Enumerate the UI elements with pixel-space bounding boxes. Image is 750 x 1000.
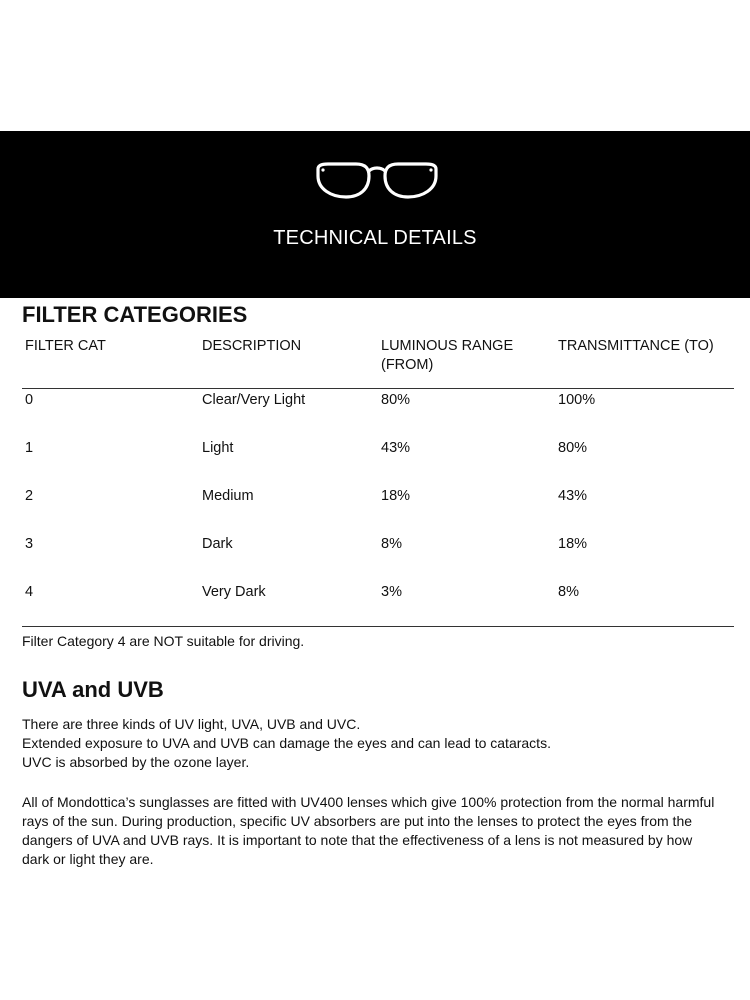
table-cell-luminous-range: 80% bbox=[381, 392, 411, 408]
banner-title: TECHNICAL DETAILS bbox=[273, 227, 477, 249]
uv-intro-paragraph bbox=[22, 715, 722, 772]
glasses-icon bbox=[312, 159, 442, 201]
table-cell-description: Medium bbox=[202, 488, 254, 504]
table-cell-luminous-range: 43% bbox=[381, 440, 411, 456]
table-cell-transmittance: 100% bbox=[558, 392, 596, 408]
table-cell-luminous-range: 18% bbox=[381, 488, 411, 504]
table-cell-description: Clear/Very Light bbox=[202, 392, 306, 408]
table-cell-filter-cat: 1 bbox=[25, 440, 34, 456]
uv400-paragraph: All of Mondottica’s sunglasses are fitted with UV400 lenses which give 100% protection from the normal harmful rays of the sun. During production, specific UV absorbers are put into the lenses to protect the eyes from the dangers of UVA and UVB rays. It is important to note that the effectiveness of a lens is not measured by how dark or light they are. bbox=[22, 794, 715, 867]
table-cell-transmittance: 18% bbox=[558, 536, 588, 552]
table-cell-filter-cat: 3 bbox=[25, 536, 34, 552]
uv-line: UVC is absorbed by the ozone layer. bbox=[22, 754, 250, 770]
table-bottom-rule bbox=[22, 626, 734, 627]
table-cell-filter-cat: 0 bbox=[25, 392, 34, 408]
table-header-rule bbox=[22, 388, 734, 389]
table-cell-transmittance: 80% bbox=[558, 440, 588, 456]
column-header-filter-cat: FILTER CAT bbox=[25, 338, 106, 354]
uv-line: There are three kinds of UV light, UVA, UVB and UVC. bbox=[22, 716, 361, 732]
header-banner bbox=[0, 131, 750, 298]
table-cell-description: Light bbox=[202, 440, 234, 456]
column-header-transmittance: TRANSMITTANCE (TO) bbox=[558, 338, 714, 354]
table-cell-luminous-range: 8% bbox=[381, 536, 402, 552]
column-header-description: DESCRIPTION bbox=[202, 338, 302, 354]
table-cell-description: Very Dark bbox=[202, 584, 266, 600]
table-cell-transmittance: 8% bbox=[558, 584, 579, 600]
column-header-luminous-range: LUMINOUS RANGE (FROM) bbox=[381, 338, 514, 373]
filter-categories-title: FILTER CATEGORIES bbox=[22, 302, 248, 327]
table-cell-luminous-range: 3% bbox=[381, 584, 402, 600]
table-cell-description: Dark bbox=[202, 536, 233, 552]
table-cell-transmittance: 43% bbox=[558, 488, 588, 504]
uv-section-title: UVA and UVB bbox=[22, 677, 164, 702]
table-cell-filter-cat: 2 bbox=[25, 488, 34, 504]
driving-note: Filter Category 4 are NOT suitable for driving. bbox=[22, 633, 305, 649]
table-cell-filter-cat: 4 bbox=[25, 584, 34, 600]
uv-line: Extended exposure to UVA and UVB can damage the eyes and can lead to cataracts. bbox=[22, 735, 551, 751]
